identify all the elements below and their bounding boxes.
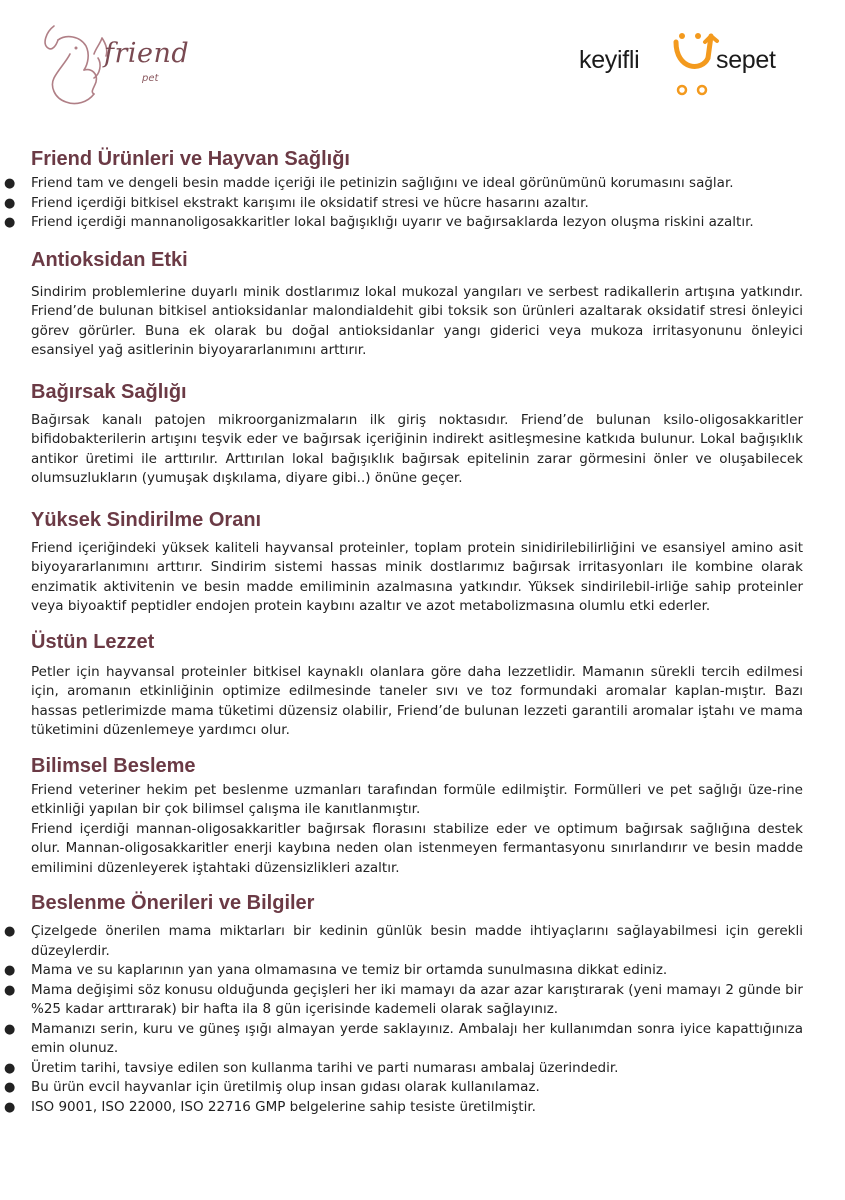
- sepet-logo-word: sepet: [716, 46, 776, 74]
- friend-logo-sub: pet: [142, 73, 159, 84]
- bullet-icon: ●: [4, 963, 16, 978]
- list-item: ● Mama değişimi söz konusu olduğunda geçişleri her iki mamayı da azar azar karıştırarak (yeni mamayı 2 günde bir %25 kadar arttırarak) bir hafta ila 8 gün içerisinde kademeli olarak sağlayınız.: [4, 981, 803, 1017]
- list-item: ● ISO 9001, ISO 22000, ISO 22716 GMP belgelerine sahip tesiste üretilmiştir.: [31, 1098, 803, 1118]
- list-item: ● Friend içerdiği mannanoligosakkaritler lokal bağışıklığı uyarır ve bağırsaklarda lezyon oluşma riskini azaltır.: [31, 213, 803, 233]
- section-title: Friend Ürünleri ve Hayvan Sağlığı: [31, 148, 350, 170]
- section-title: Üstün Lezzet: [31, 630, 155, 653]
- bullet-icon: ●: [4, 924, 16, 939]
- list-item: ● Mamanızı serin, kuru ve güneş ışığı almayan yerde saklayınız. Ambalajı her kullanımdan sonra iyice kapattığınıza emin olunuz.: [4, 1020, 803, 1056]
- paragraph: Friend içerdiği mannan-oligosakkaritler bağırsak florasını stabilize eder ve optimum bağırsak sağlığına destek olur. Mannan-oligosakkaritler enerji kaybına neden olan istenmeyen fermantasyonu sınırlandırır ve besin madde emilimini düzenleyerek iştahtaki düzensizlikleri azaltır.: [31, 820, 803, 876]
- list-item: ● Üretim tarihi, tavsiye edilen son kullanma tarihi ve parti numarası ambalaj üzerindedir.: [31, 1059, 803, 1079]
- section-title: Beslenme Önerileri ve Bilgiler: [31, 892, 315, 914]
- paragraph: Friend içeriğindeki yüksek kaliteli hayvansal proteinler, toplam protein sinidirilebilirliğini ve esansiyel amino asit biyoyararlanımını arttırır. Sindirim sistemi hassas minik dostlarımız bağırsak irritasyonları ile kombine olarak enzimatik aktivitenin ve besin madde emiliminin azalmasına yatkındır. Yüksek sindirilebil-irliğe sahip proteinler veya biyoaktif peptidler endojen protein kaybını azaltır ve azot metabolizmasına olumlu etki ederler.: [31, 539, 803, 614]
- bullet-icon: ●: [4, 1080, 16, 1095]
- section-title: Yüksek Sindirilme Oranı: [31, 508, 262, 531]
- list-item: ● Friend tam ve dengeli besin madde içeriği ile petinizin sağlığını ve ideal görünümünü korumasını sağlar.: [31, 174, 803, 194]
- friend-logo-word: friend: [104, 38, 190, 69]
- list-item: ● Friend içerdiği bitkisel ekstrakt karışımı ile oksidatif stresi ve hücre hasarını azaltır.: [31, 194, 803, 214]
- bullet-icon: ●: [4, 176, 16, 191]
- bullet-list: [4, 922, 803, 1117]
- list-item: ● Çizelgede önerilen mama miktarları bir kedinin günlük besin madde ihtiyaçlarını sağlayabilmesi için gerekli düzeylerdir.: [4, 923, 803, 959]
- bullet-list: [4, 174, 803, 233]
- paragraph: Sindirim problemlerine duyarlı minik dostlarımız lokal mukozal yangıları ve serbest radikallerin artışına yatkındır. Friend’de bulunan bitkisel antioksidanlar malondialdehit gibi toksik son ürünleri azaltarak oksidatif stresi önleyici görev görürler. Buna ek olarak bu doğal antioksidanlar yangı giderici veya mukoza irritasyonunu önleyici esansiyel yağ asitlerinin biyoyararlanımını arttırır.: [31, 283, 803, 358]
- paragraph: Bağırsak kanalı patojen mikroorganizmaların ilk giriş noktasıdır. Friend’de bulunan ksilo-oligosakkaritler bifidobakterilerin artışını teşvik eder ve bağırsak içeriğinin indirekt asitleşmesine katkıda bulunur. Lokal bağışıklık antikor üretimi ile arttırılır. Arttırılan lokal bağışıklık bağırsak epitelinin zarar görmesini önler ve oluşabilecek olumsuzlukların (yumuşak dışkılama, diyare gibi..) önüne geçer.: [31, 411, 803, 486]
- bullet-icon: ●: [4, 195, 16, 211]
- bullet-icon: ●: [4, 982, 16, 998]
- section-title: Bağırsak Sağlığı: [31, 380, 187, 403]
- section-title: Antioksidan Etki: [31, 248, 188, 271]
- page-header: [0, 0, 845, 120]
- bullet-icon: ●: [4, 1021, 16, 1037]
- bullet-icon: ●: [4, 1099, 16, 1115]
- paragraph: Friend veteriner hekim pet beslenme uzmanları tarafından formüle edilmiştir. Formülleri ve pet sağlığı üze-rine etkinliği yapılan bir çok bilimsel çalışma ile kanıtlanmıştır.: [31, 781, 803, 817]
- list-item: ● Bu ürün evcil hayvanlar için üretilmiş olup insan gıdası olarak kullanılamaz.: [31, 1078, 803, 1098]
- list-item: ● Mama ve su kaplarının yan yana olmamasına ve temiz bir ortamda sunulmasına dikkat ediniz.: [31, 961, 803, 981]
- document-body: [4, 146, 803, 1117]
- paragraph: Petler için hayvansal proteinler bitkisel kaynaklı olanlara göre daha lezzetlidir. Mamanın sürekli tercih edilmesi için, aromanın etkinliğinin optimize edilmesinde taneler sıvı ve toz formundaki aromalar kaplan-mıştır. Bazı hassas petlerimizde mama tüketimi düzensiz olabilir, Friend’de bulunan lezzeti garantili aromalar iştahı ve mama tüketimini düzenlemeye yardımcı olur.: [31, 663, 803, 738]
- bullet-icon: ●: [4, 215, 16, 230]
- keyifli-logo-word: keyifli: [579, 46, 640, 74]
- bullet-icon: ●: [4, 1060, 16, 1076]
- section-title: Bilimsel Besleme: [31, 754, 196, 777]
